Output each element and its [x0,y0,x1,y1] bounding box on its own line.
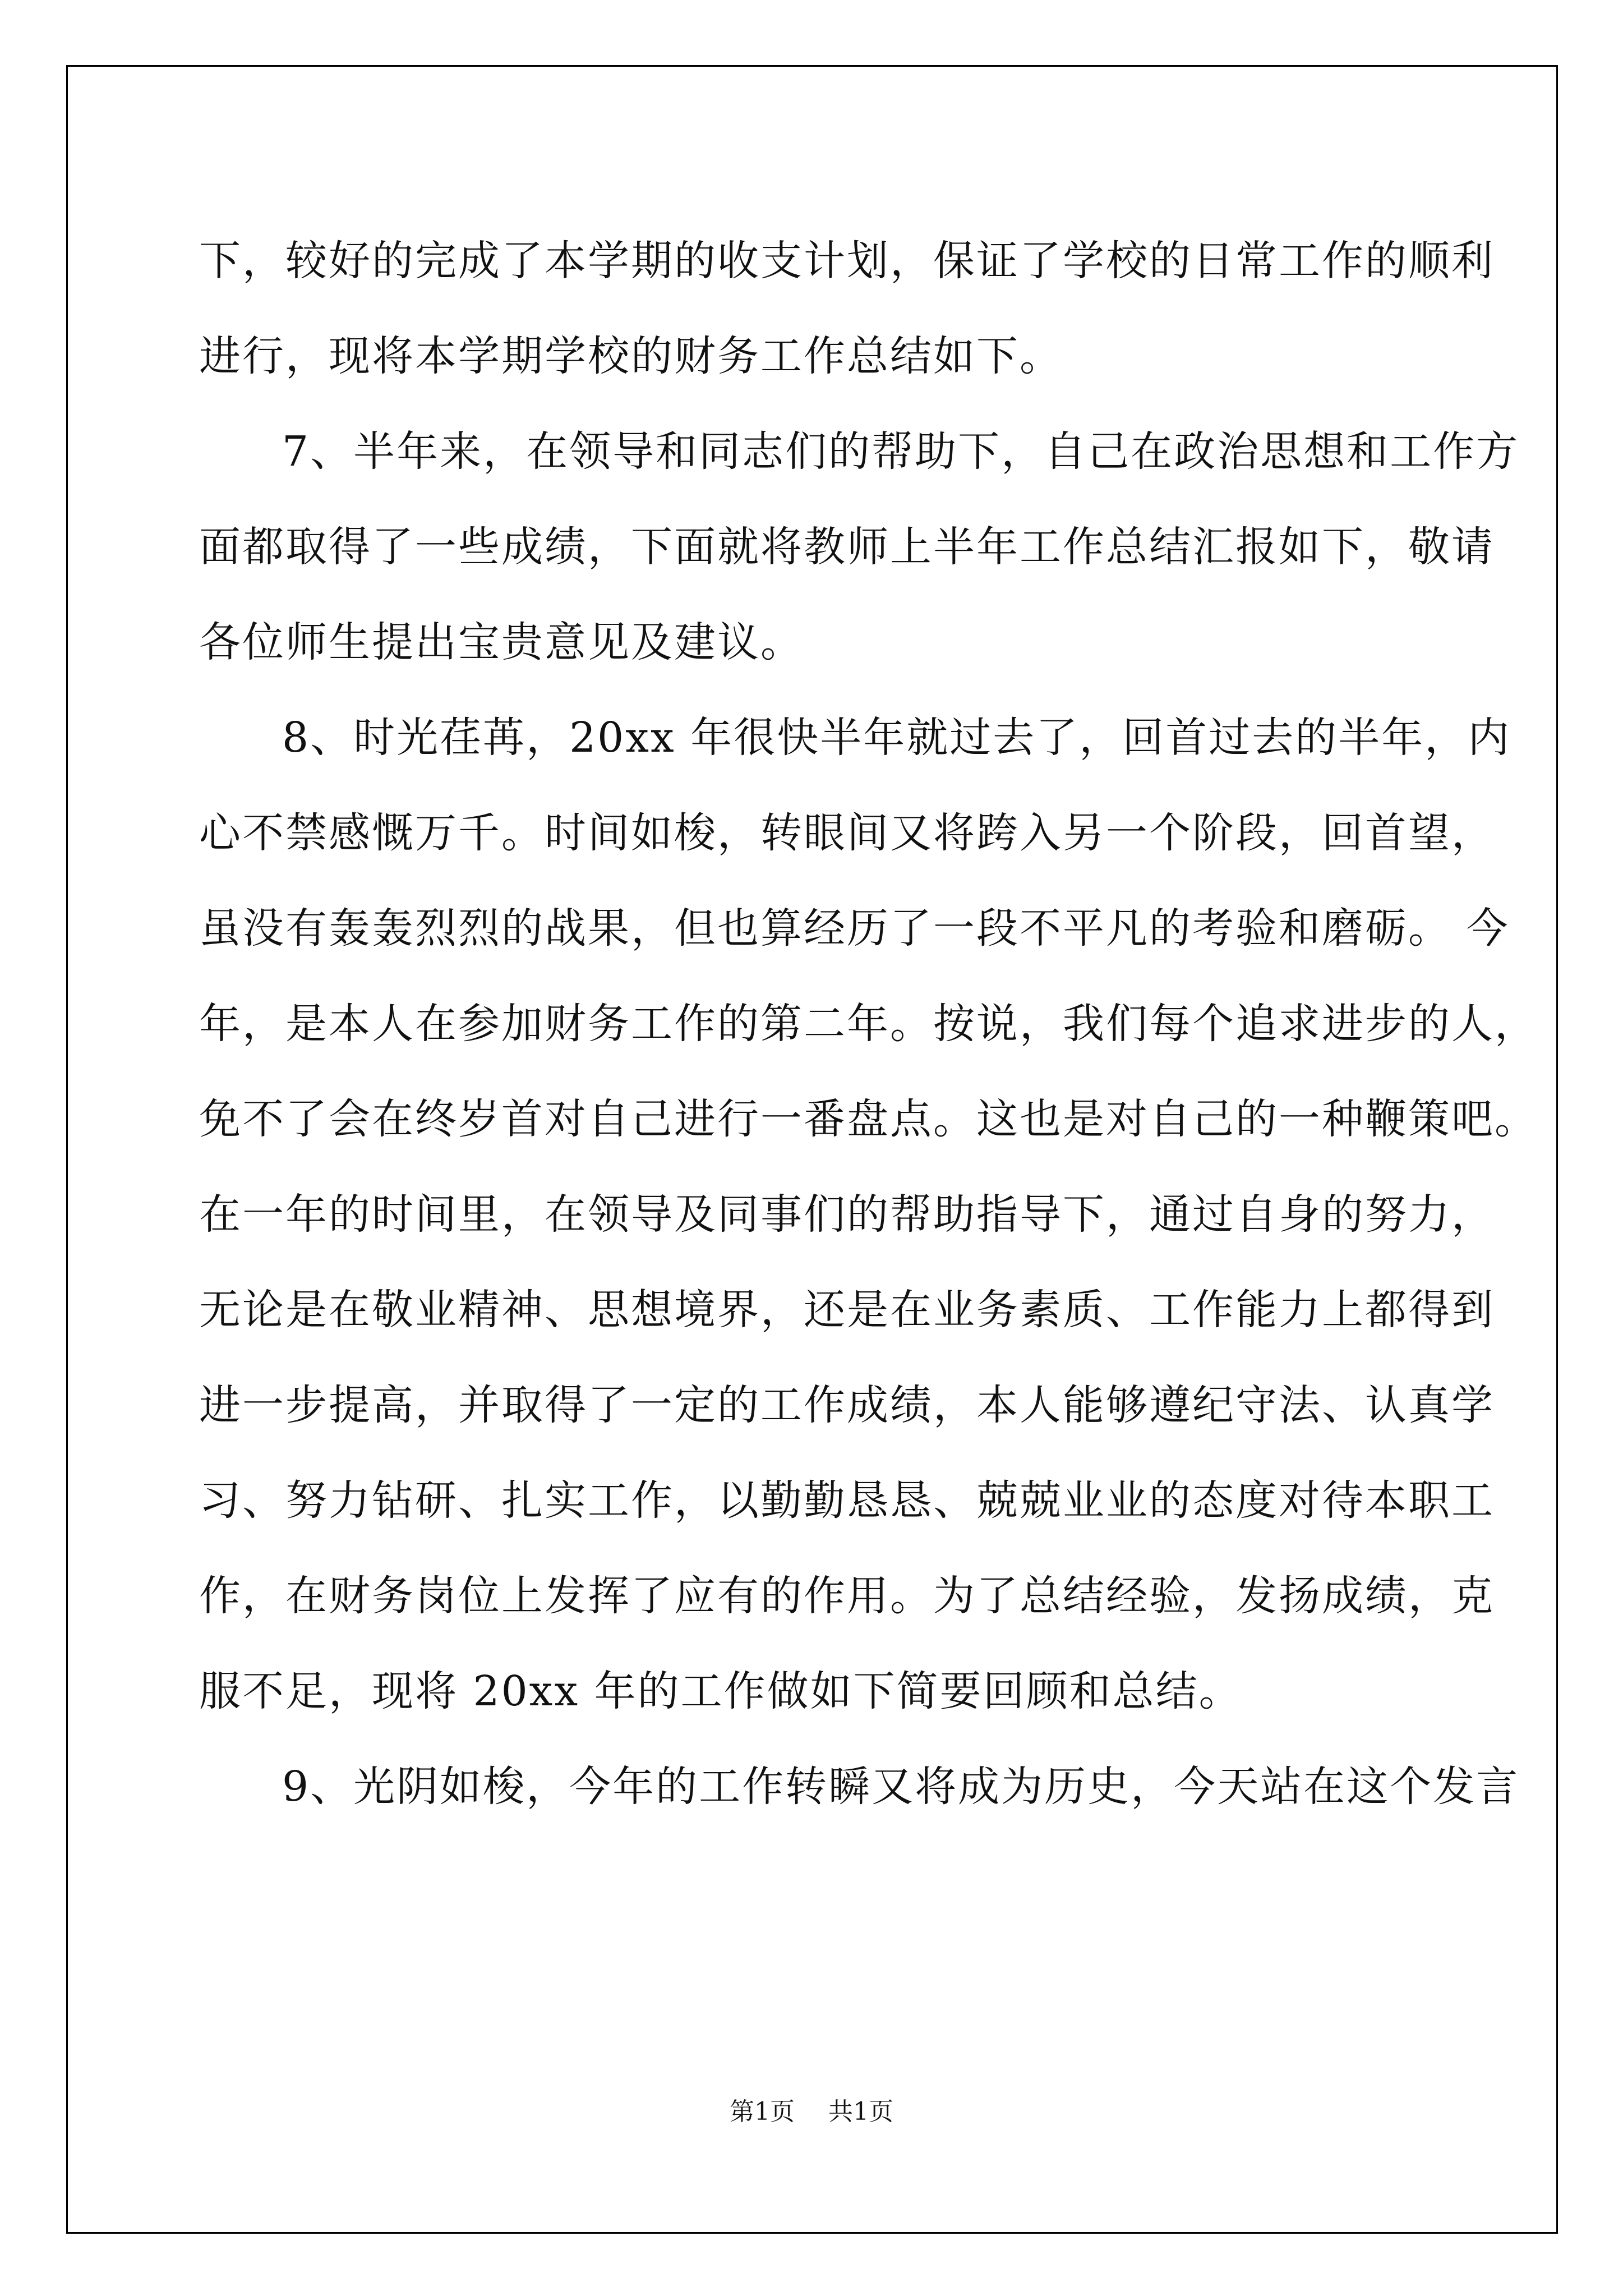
text-line: 各位师生提出宝贵意见及建议。 [199,618,804,666]
paragraph-6-continuation [199,213,1495,404]
text-line: 进一步提高，并取得了一定的工作成绩，本人能够遵纪守法、认真学 [199,1381,1495,1429]
text-line: 8、时光荏苒，20xx 年很快半年就过去了，回首过去的半年，内 [282,714,1511,762]
page-footer [0,2091,1623,2127]
text-line: 面都取得了一些成绩，下面就将教师上半年工作总结汇报如下，敬请 [199,523,1495,571]
text-line: 免不了会在终岁首对自己进行一番盘点。这也是对自己的一种鞭策吧。 [199,1095,1538,1143]
text-line: 进行，现将本学期学校的财务工作总结如下。 [199,332,1063,380]
text-line: 7、半年来，在领导和同志们的帮助下，自己在政治思想和工作方 [282,427,1520,476]
text-line: 9、光阴如梭，今年的工作转瞬又将成为历史，今天站在这个发言 [282,1763,1520,1811]
text-line: 在一年的时间里，在领导及同事们的帮助指导下，通过自身的努力， [199,1190,1495,1239]
text-line: 年，是本人在参加财务工作的第二年。按说，我们每个追求进步的人， [199,1000,1538,1048]
document-body [199,213,1538,1834]
page-number: 第1页 [730,2097,795,2126]
paragraph-8 [199,690,1538,1739]
text-line: 习、努力钻研、扎实工作，以勤勤恳恳、兢兢业业的态度对待本职工 [199,1476,1495,1525]
text-line: 心不禁感慨万千。时间如梭，转眼间又将跨入另一个阶段，回首望， [199,809,1495,857]
page-total: 共1页 [828,2097,893,2126]
text-line: 下，较好的完成了本学期的收支计划，保证了学校的日常工作的顺利 [199,237,1495,285]
text-line: 无论是在敬业精神、思想境界，还是在业务素质、工作能力上都得到 [199,1286,1495,1334]
text-line: 服不足，现将 20xx 年的工作做如下简要回顾和总结。 [199,1667,1242,1715]
paragraph-7 [199,404,1520,690]
text-line: 虽没有轰轰烈烈的战果，但也算经历了一段不平凡的考验和磨砺。 今 [199,904,1510,953]
text-line: 作，在财务岗位上发挥了应有的作用。为了总结经验，发扬成绩，克 [199,1572,1495,1620]
paragraph-9 [199,1739,1520,1834]
